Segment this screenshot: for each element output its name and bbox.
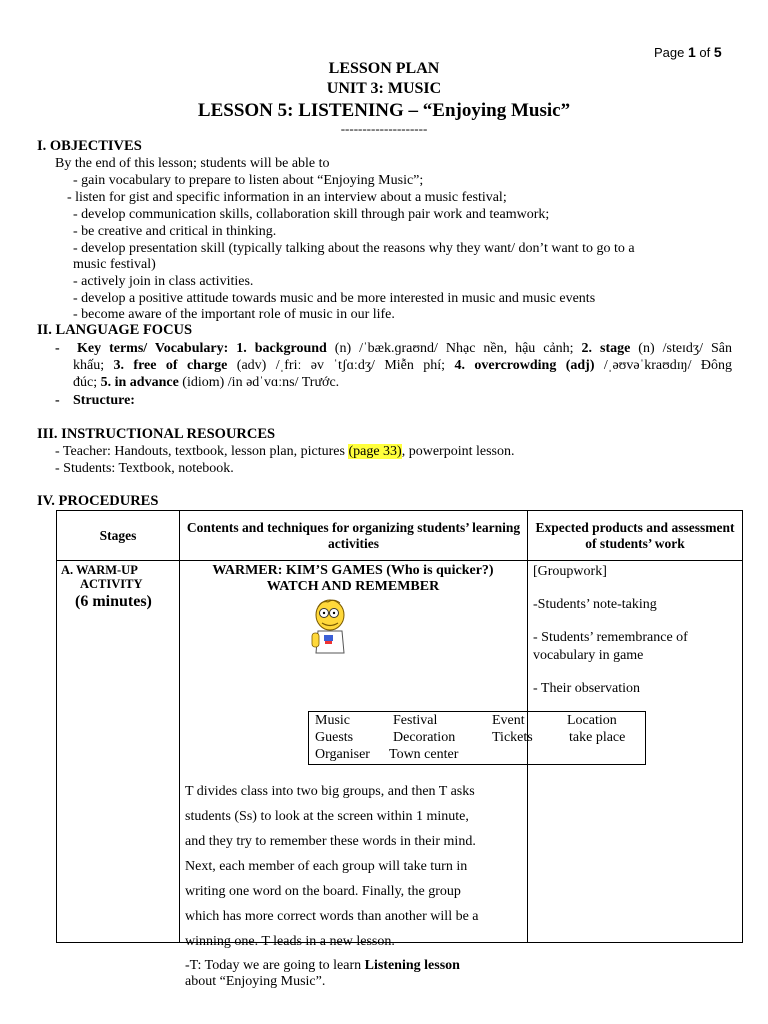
objective-item: - develop presentation skill (typically talking about the reasons why they want/ don’t want to go to a bbox=[73, 241, 635, 256]
table-header-row bbox=[57, 511, 743, 561]
objective-item: - be creative and critical in thinking. bbox=[73, 224, 277, 239]
activity-description: T divides class into two big groups, and then T asks students (Ss) to look at the screen within 1 minute, and they try to remember these words in their mind. Next, each member of each group will take turn in writing one word on the board. Finally, the group which has more correct words than another will be a winning one. T leads in a new lesson. bbox=[185, 784, 479, 949]
objectives-intro: By the end of this lesson; students will be able to bbox=[55, 156, 330, 171]
vocabulary-block: Key terms/ Vocabulary: 1. background (n) /ˈbæk.ɡraʊnd/ Nhạc nền, hậu cảnh; 2. stage (n) /steɪdʒ/ Sân bbox=[77, 341, 733, 356]
lead-in: -T: Today we are going to learn Listening lesson bbox=[185, 958, 460, 973]
col-header-contents: Contents and techniques for organizing students’ learning activities bbox=[186, 519, 521, 551]
structure-label: Structure: bbox=[73, 393, 135, 408]
title-divider: -------------------- bbox=[340, 121, 428, 136]
cartoon-character-image bbox=[298, 597, 354, 655]
doc-title: LESSON PLAN bbox=[328, 60, 440, 77]
col-header-stages: Stages bbox=[99, 527, 137, 543]
warmer-title: WARMER: KIM’S GAMES (Who is quicker?) bbox=[212, 563, 494, 578]
word-item: Organiser bbox=[315, 747, 370, 762]
bullet: - bbox=[55, 341, 60, 356]
stage-time: (6 minutes) bbox=[75, 593, 152, 610]
col-header-expected: Expected products and assessment of students’ work bbox=[535, 519, 735, 551]
stage-name-2: ACTIVITY bbox=[80, 577, 143, 591]
vocabulary-block-2: khấu; 3. free of charge (adv) /ˌfriː əv ˈtʃɑːdʒ/ Miễn phí; 4. overcrowding (adj) /ˌəʊvəˈkraʊdɪŋ/ Đông bbox=[73, 358, 733, 373]
page-reference-highlight: (page 33) bbox=[348, 444, 402, 459]
page-number: Page 1 of 5 bbox=[654, 44, 722, 60]
word-item: take place bbox=[569, 730, 626, 745]
resources-students: - Students: Textbook, notebook. bbox=[55, 461, 234, 476]
lead-in-2: about “Enjoying Music”. bbox=[185, 974, 326, 989]
resources-heading: III. INSTRUCTIONAL RESOURCES bbox=[37, 426, 276, 442]
word-item: Event bbox=[492, 713, 525, 728]
expected-item: -Students’ note-taking bbox=[533, 597, 657, 612]
word-item: Decoration bbox=[393, 730, 456, 745]
objective-item: - develop a positive attitude towards music and be more interested in music and music events bbox=[73, 291, 596, 306]
lesson-title: LESSON 5: LISTENING – “Enjoying Music” bbox=[197, 100, 571, 121]
unit-title: UNIT 3: MUSIC bbox=[326, 80, 442, 97]
objective-item: - gain vocabulary to prepare to listen about “Enjoying Music”; bbox=[73, 173, 424, 188]
objective-item: - develop communication skills, collaboration skill through pair work and teamwork; bbox=[73, 207, 550, 222]
word-item: Festival bbox=[393, 713, 438, 728]
expected-item: [Groupwork] bbox=[533, 564, 607, 579]
word-item: Music bbox=[315, 713, 350, 728]
table-row bbox=[57, 561, 743, 943]
expected-item: vocabulary in game bbox=[533, 648, 644, 663]
resources-teacher: - Teacher: Handouts, textbook, lesson plan, pictures (page 33), powerpoint lesson. bbox=[55, 444, 515, 459]
word-item: Tickets bbox=[492, 730, 533, 745]
procedures-heading: IV. PROCEDURES bbox=[37, 493, 159, 509]
word-item: Guests bbox=[315, 730, 354, 745]
warmer-subtitle: WATCH AND REMEMBER bbox=[266, 579, 440, 594]
objective-item: - actively join in class activities. bbox=[73, 274, 254, 289]
bullet: - bbox=[55, 393, 60, 408]
expected-item: - Students’ remembrance of bbox=[533, 630, 688, 645]
expected-item: - Their observation bbox=[533, 681, 641, 696]
procedures-table bbox=[56, 510, 743, 989]
stage-name: A. WARM-UP bbox=[61, 563, 138, 577]
word-item: Location bbox=[567, 713, 617, 728]
objective-item: - listen for gist and specific information in an interview about a music festival; bbox=[67, 190, 507, 205]
vocabulary-block-3: đúc; 5. in advance (idiom) /in ədˈvɑːns/ Trước. bbox=[73, 375, 340, 390]
objective-item: music festival) bbox=[73, 257, 156, 272]
objective-item: - become aware of the important role of music in our life. bbox=[73, 307, 395, 322]
word-item: Town center bbox=[389, 747, 459, 762]
language-focus-heading: II. LANGUAGE FOCUS bbox=[37, 322, 193, 338]
objectives-heading: I. OBJECTIVES bbox=[37, 138, 142, 154]
